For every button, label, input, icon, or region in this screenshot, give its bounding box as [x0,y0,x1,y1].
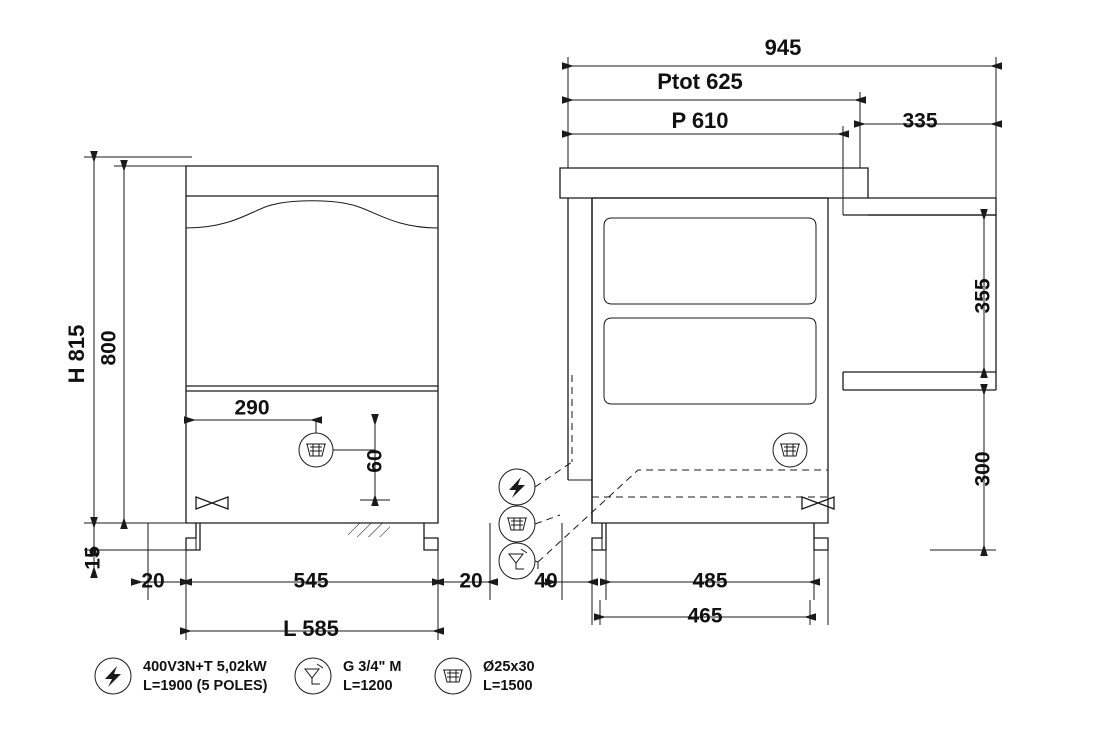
connections-legend [95,658,535,694]
legend-item-electric [95,658,268,694]
legend-water-line2: L=1200 [343,677,393,694]
label-inner-depth: 485 [692,569,728,593]
legend-water-line1: G 3/4" M [343,658,402,675]
side-callout-icons [499,462,572,579]
legend-item-drain [435,658,535,694]
label-front-offset: 40 [534,569,558,593]
label-right-margin: 20 [459,569,483,593]
front-view-machine [186,166,438,550]
label-body-width: 545 [293,569,329,593]
label-base-depth: 465 [687,604,723,628]
label-height-total: H 815 [63,324,89,384]
label-basket-height: 290 [234,396,270,420]
label-total-depth: 945 [764,34,802,60]
label-left-margin: 20 [141,569,165,593]
label-shelf-depth: 335 [902,109,938,133]
legend-drain-line1: Ø25x30 [483,658,535,675]
side-view-dimensions [551,57,996,625]
water-tap-icon-callout [499,543,535,579]
label-height-body: 800 [97,330,121,366]
drain-basket-icon-side [773,433,807,467]
legend-item-water [295,658,401,694]
legend-electric-line2: L=1900 (5 POLES) [143,677,268,694]
label-total-width: L 585 [283,615,339,641]
connector-bowtie-front [196,497,228,509]
label-ptot: Ptot 625 [657,68,743,94]
drain-basket-icon-callout [499,506,535,542]
label-lower-height: 300 [971,451,995,487]
side-view-machine [538,168,996,572]
connector-bowtie-side [802,497,834,509]
drain-basket-icon-front [299,433,333,467]
front-view-dimensions [81,157,492,640]
label-foot-height: 15 [81,546,105,570]
label-basket-offset: 60 [363,449,387,473]
legend-drain-line2: L=1500 [483,677,533,694]
legend-electric-line1: 400V3N+T 5,02kW [143,658,267,675]
label-p: P 610 [671,107,729,133]
electric-bolt-icon-callout [499,469,535,505]
label-shelf-height: 355 [971,278,995,314]
